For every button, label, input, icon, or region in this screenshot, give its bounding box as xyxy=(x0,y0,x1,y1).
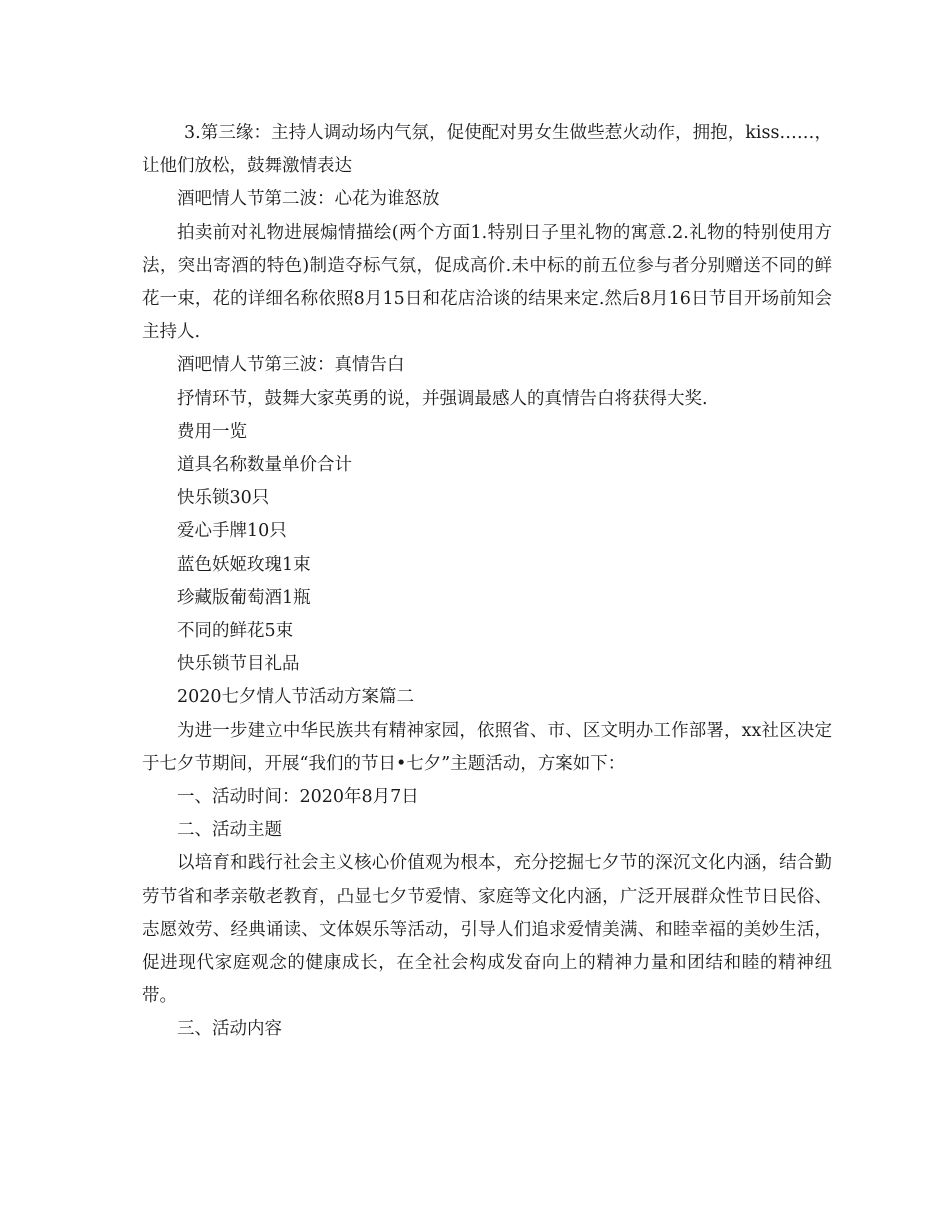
paragraph-auction: 拍卖前对礼物进展煽情描绘(两个方面1.特别日子里礼物的寓意.2.礼物的特别使用方法，突出寄酒的特色)制造夺标气氛，促成高价.未中标的前五位参与者分别赠送不同的鲜花一束，花的详细名称依照8月15日和花店洽谈的结果来定.然后8月16日节目开场前知会主持人. xyxy=(142,222,832,343)
section-title-part-two: 2020七夕情人节活动方案篇二 xyxy=(177,687,415,708)
heading-activity-time: 一、活动时间：2020年8月7日 xyxy=(177,787,419,808)
cost-item: 蓝色妖姬玫瑰1束 xyxy=(177,554,311,575)
paragraph-lyric-segment: 抒情环节，鼓舞大家英勇的说，并强调最感人的真情告白将获得大奖. xyxy=(177,388,708,409)
heading-cost-overview: 费用一览 xyxy=(177,421,247,442)
document-body xyxy=(142,117,832,1047)
cost-item: 快乐锁节目礼品 xyxy=(177,654,300,675)
paragraph-theme-body: 以培育和践行社会主义核心价值观为根本，充分挖掘七夕节的深沉文化内涵，结合勤劳节省和孝亲敬老教育，凸显七夕节爱情、家庭等文化内涵，广泛开展群众性节日民俗、志愿效劳、经典诵读、文体娱乐等活动，引导人们追求爱情美满、和睦幸福的美妙生活，促进现代家庭观念的健康成长，在全社会构成发奋向上的精神力量和团结和睦的精神纽带。 xyxy=(142,853,832,1007)
heading-activity-theme: 二、活动主题 xyxy=(177,820,282,841)
paragraph-intro: 为进一步建立中华民族共有精神家园，依照省、市、区文明办工作部署，xx社区决定于七夕节期间，开展“我们的节日•七夕”主题活动，方案如下： xyxy=(142,720,832,774)
paragraph-third-fate: 3.第三缘：主持人调动场内气氛，促使配对男女生做些惹火动作，拥抱，kiss……，让他们放松，鼓舞激情表达 xyxy=(142,123,832,177)
cost-item: 不同的鲜花5束 xyxy=(177,621,294,642)
cost-item: 珍藏版葡萄酒1瓶 xyxy=(177,587,311,608)
cost-item: 爱心手牌10只 xyxy=(177,521,287,542)
cost-item: 快乐锁30只 xyxy=(177,488,270,509)
heading-second-wave: 酒吧情人节第二波：心花为谁怒放 xyxy=(177,189,440,210)
heading-activity-content: 三、活动内容 xyxy=(177,1019,282,1040)
cost-table-header: 道具名称数量单价合计 xyxy=(177,455,352,476)
heading-third-wave: 酒吧情人节第三波：真情告白 xyxy=(177,355,405,376)
